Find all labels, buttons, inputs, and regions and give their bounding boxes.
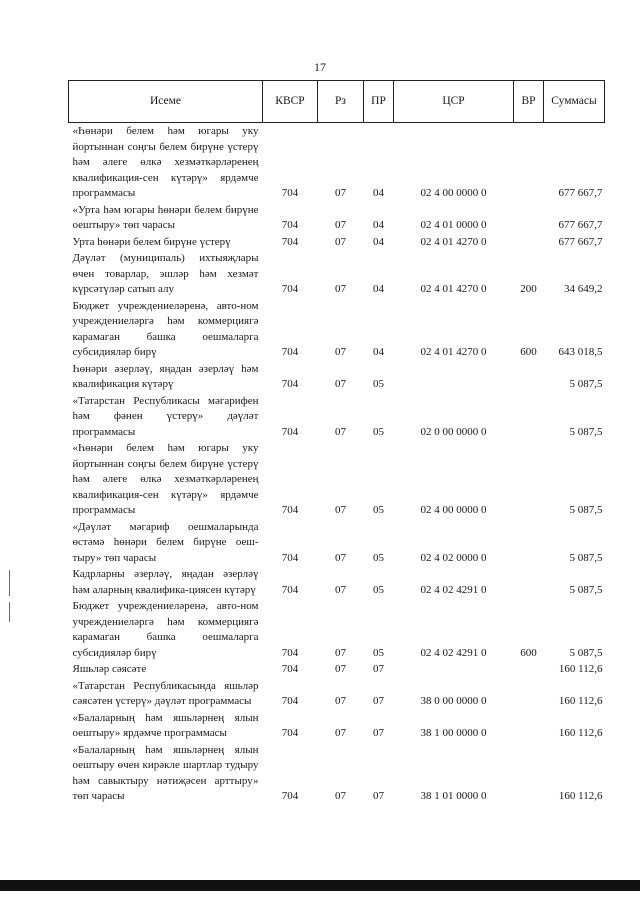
cell-rz: 07 (335, 504, 346, 516)
cell-pr: 04 (373, 219, 384, 231)
cell-name: «Һөнәри белем һәм югары уку йортыннан соңгы белем бирүне үстерү һәм әлеге өлкә хезмәткәрләренең квалификация-сен күтәрү» ярдәмче программасы (72, 125, 259, 199)
cell-vr (514, 742, 544, 805)
cell-pr: 05 (373, 378, 384, 390)
cell-name: Яшьләр сәясәте (72, 663, 147, 675)
cell-name: «Балаларның һәм яшьләрнең ялын оештыру» ярдәмче программасы (72, 711, 259, 739)
cell-kvsr: 704 (281, 551, 299, 564)
cell-rz: 07 (335, 219, 346, 231)
cell-pr: 04 (373, 346, 384, 358)
cell-kvsr: 704 (281, 378, 299, 390)
cell-rz: 07 (335, 551, 346, 564)
cell-csr: 02 4 01 4270 0 (420, 235, 487, 248)
table-row (69, 519, 605, 567)
table-row (69, 250, 605, 298)
cell-rz: 07 (335, 646, 346, 659)
cell-vr: 600 (520, 646, 537, 659)
table-row (69, 298, 605, 361)
scan-margin-mark (9, 602, 10, 622)
cell-sum: 677 667,7 (558, 219, 603, 231)
cell-pr: 07 (373, 790, 384, 802)
table-row (69, 361, 605, 393)
cell-kvsr: 704 (281, 727, 299, 739)
cell-csr (394, 361, 514, 393)
cell-kvsr: 704 (281, 646, 299, 659)
cell-csr: 02 4 01 4270 0 (420, 346, 487, 358)
column-header-name: Исеме (69, 81, 263, 123)
cell-pr: 05 (373, 583, 384, 596)
table-row (69, 710, 605, 742)
cell-name: «Һөнәри белем һәм югары уку йортыннан соңгы белем бирүне үстерү һәм әлеге өлкә хезмәткәрләренең квалификация-сен күтәрү» ярдәмче программасы (72, 442, 259, 516)
cell-name: Һөнәри әзерләү, яңадан әзерләү һәм квалификация күтәрү (72, 362, 259, 390)
cell-rz: 07 (335, 378, 346, 390)
cell-name: «Татарстан Республикасы мәгарифен һәм фәнен үстерү» дәүләт программасы (72, 394, 259, 438)
cell-name: «Татарстан Республикасында яшьләр сәясәтен үстерү» дәүләт программасы (72, 679, 259, 707)
cell-sum: 677 667,7 (558, 187, 603, 199)
cell-vr (514, 393, 544, 441)
table-row (69, 202, 605, 234)
cell-vr (514, 661, 544, 678)
cell-csr: 38 1 00 0000 0 (420, 727, 487, 739)
table-row (69, 598, 605, 661)
column-header-sum: Суммасы (544, 81, 605, 123)
table-row (69, 234, 605, 251)
cell-pr: 04 (373, 187, 384, 199)
cell-name: Урта һөнәри белем бирүне үстерү (72, 235, 231, 248)
cell-sum: 5 087,5 (569, 551, 603, 564)
cell-sum: 160 112,6 (558, 663, 603, 675)
column-header-rz: Рз (318, 81, 364, 123)
cell-csr: 02 4 02 4291 0 (420, 583, 487, 596)
cell-kvsr: 704 (281, 663, 299, 675)
cell-name: «Урта һәм югары һөнәри белем бирүне оештыру» төп чарасы (72, 203, 259, 231)
cell-sum: 5 087,5 (569, 583, 603, 596)
cell-kvsr: 704 (281, 504, 299, 516)
table-row (69, 742, 605, 805)
cell-sum: 5 087,5 (569, 378, 603, 390)
cell-sum: 677 667,7 (558, 235, 603, 248)
cell-pr: 07 (373, 727, 384, 739)
cell-rz: 07 (335, 790, 346, 802)
cell-csr: 02 4 02 4291 0 (420, 646, 487, 659)
cell-vr (514, 234, 544, 251)
cell-name: «Дәүләт мәгариф оешмаларында өстәмә һөнәри белем бирүне оеш-тыру» төп чарасы (72, 520, 259, 564)
cell-vr: 200 (520, 283, 537, 295)
cell-sum: 34 649,2 (564, 283, 603, 295)
cell-vr (514, 123, 544, 202)
cell-kvsr: 704 (281, 695, 299, 707)
table-row (69, 661, 605, 678)
cell-name: «Балаларның һәм яшьләрнең ялын оештыру өчен кирәкле шартлар тудыру һәм савыктыру нәтиҗәсен арттыру» төп чарасы (72, 743, 259, 802)
cell-rz: 07 (335, 187, 346, 199)
cell-csr: 02 4 01 0000 0 (420, 219, 487, 231)
cell-vr (514, 440, 544, 519)
cell-csr: 02 4 01 4270 0 (420, 283, 487, 295)
cell-rz: 07 (335, 235, 346, 248)
cell-pr: 05 (373, 425, 384, 438)
cell-sum: 160 112,6 (558, 695, 603, 707)
cell-kvsr: 704 (281, 283, 299, 295)
cell-name: Дәүләт (муниципаль) ихтыяҗлары өчен товарлар, эшләр һәм хезмәт күрсәтүләр сатып алу (72, 252, 259, 295)
cell-rz: 07 (335, 583, 346, 596)
cell-kvsr: 704 (281, 219, 299, 231)
page-number: 17 (314, 60, 326, 74)
cell-pr: 04 (373, 283, 384, 295)
cell-vr (514, 566, 544, 598)
cell-kvsr: 704 (281, 790, 299, 802)
cell-csr: 38 1 01 0000 0 (420, 790, 487, 802)
column-header-vr: ВР (514, 81, 544, 123)
table-row (69, 678, 605, 710)
column-header-pr: ПР (364, 81, 394, 123)
cell-pr: 07 (373, 663, 384, 675)
cell-vr (514, 678, 544, 710)
cell-vr (514, 361, 544, 393)
cell-rz: 07 (335, 663, 346, 675)
cell-sum: 5 087,5 (569, 646, 603, 659)
column-header-csr: ЦСР (394, 81, 514, 123)
cell-rz: 07 (335, 425, 346, 438)
cell-name: Бюджет учреждениеләренә, авто-ном учреждениеләргә һәм коммерциягә карамаган башка оешмаларга субсидияләр бирү (72, 299, 259, 358)
scan-margin-mark (9, 570, 10, 596)
cell-pr: 05 (373, 646, 384, 659)
cell-sum: 160 112,6 (558, 727, 603, 739)
cell-vr (514, 519, 544, 567)
cell-kvsr: 704 (281, 583, 299, 596)
table-row (69, 123, 605, 202)
table-header-row (69, 81, 605, 123)
cell-csr: 02 4 00 0000 0 (420, 187, 487, 199)
cell-pr: 04 (373, 235, 384, 248)
cell-csr (394, 661, 514, 678)
cell-vr: 600 (520, 346, 537, 358)
column-header-kvsr: КВСР (263, 81, 318, 123)
cell-rz: 07 (335, 283, 346, 295)
cell-sum: 5 087,5 (569, 425, 603, 438)
cell-csr: 02 4 02 0000 0 (420, 551, 487, 564)
cell-pr: 07 (373, 695, 384, 707)
cell-kvsr: 704 (281, 425, 299, 438)
cell-kvsr: 704 (281, 346, 299, 358)
budget-table (68, 80, 605, 805)
cell-vr (514, 202, 544, 234)
cell-sum: 160 112,6 (558, 790, 603, 802)
table-row (69, 566, 605, 598)
table-row (69, 393, 605, 441)
cell-csr: 38 0 00 0000 0 (420, 695, 487, 707)
cell-rz: 07 (335, 695, 346, 707)
cell-kvsr: 704 (281, 187, 299, 199)
cell-rz: 07 (335, 727, 346, 739)
scan-bottom-edge (0, 880, 640, 891)
cell-rz: 07 (335, 346, 346, 358)
table-row (69, 440, 605, 519)
cell-name: Бюджет учреждениеләренә, авто-ном учреждениеләргә һәм коммерциягә карамаган башка оешмаларга субсидияләр бирү (72, 600, 259, 659)
cell-csr: 02 4 00 0000 0 (420, 504, 487, 516)
cell-sum: 643 018,5 (558, 346, 603, 358)
cell-pr: 05 (373, 551, 384, 564)
cell-pr: 05 (373, 504, 384, 516)
cell-sum: 5 087,5 (569, 504, 603, 516)
cell-csr: 02 0 00 0000 0 (420, 425, 487, 438)
cell-vr (514, 710, 544, 742)
cell-kvsr: 704 (281, 235, 299, 248)
cell-name: Кадрларны әзерләү, яңадан әзерләү һәм аларның квалифика-циясен күтәрү (72, 568, 259, 596)
